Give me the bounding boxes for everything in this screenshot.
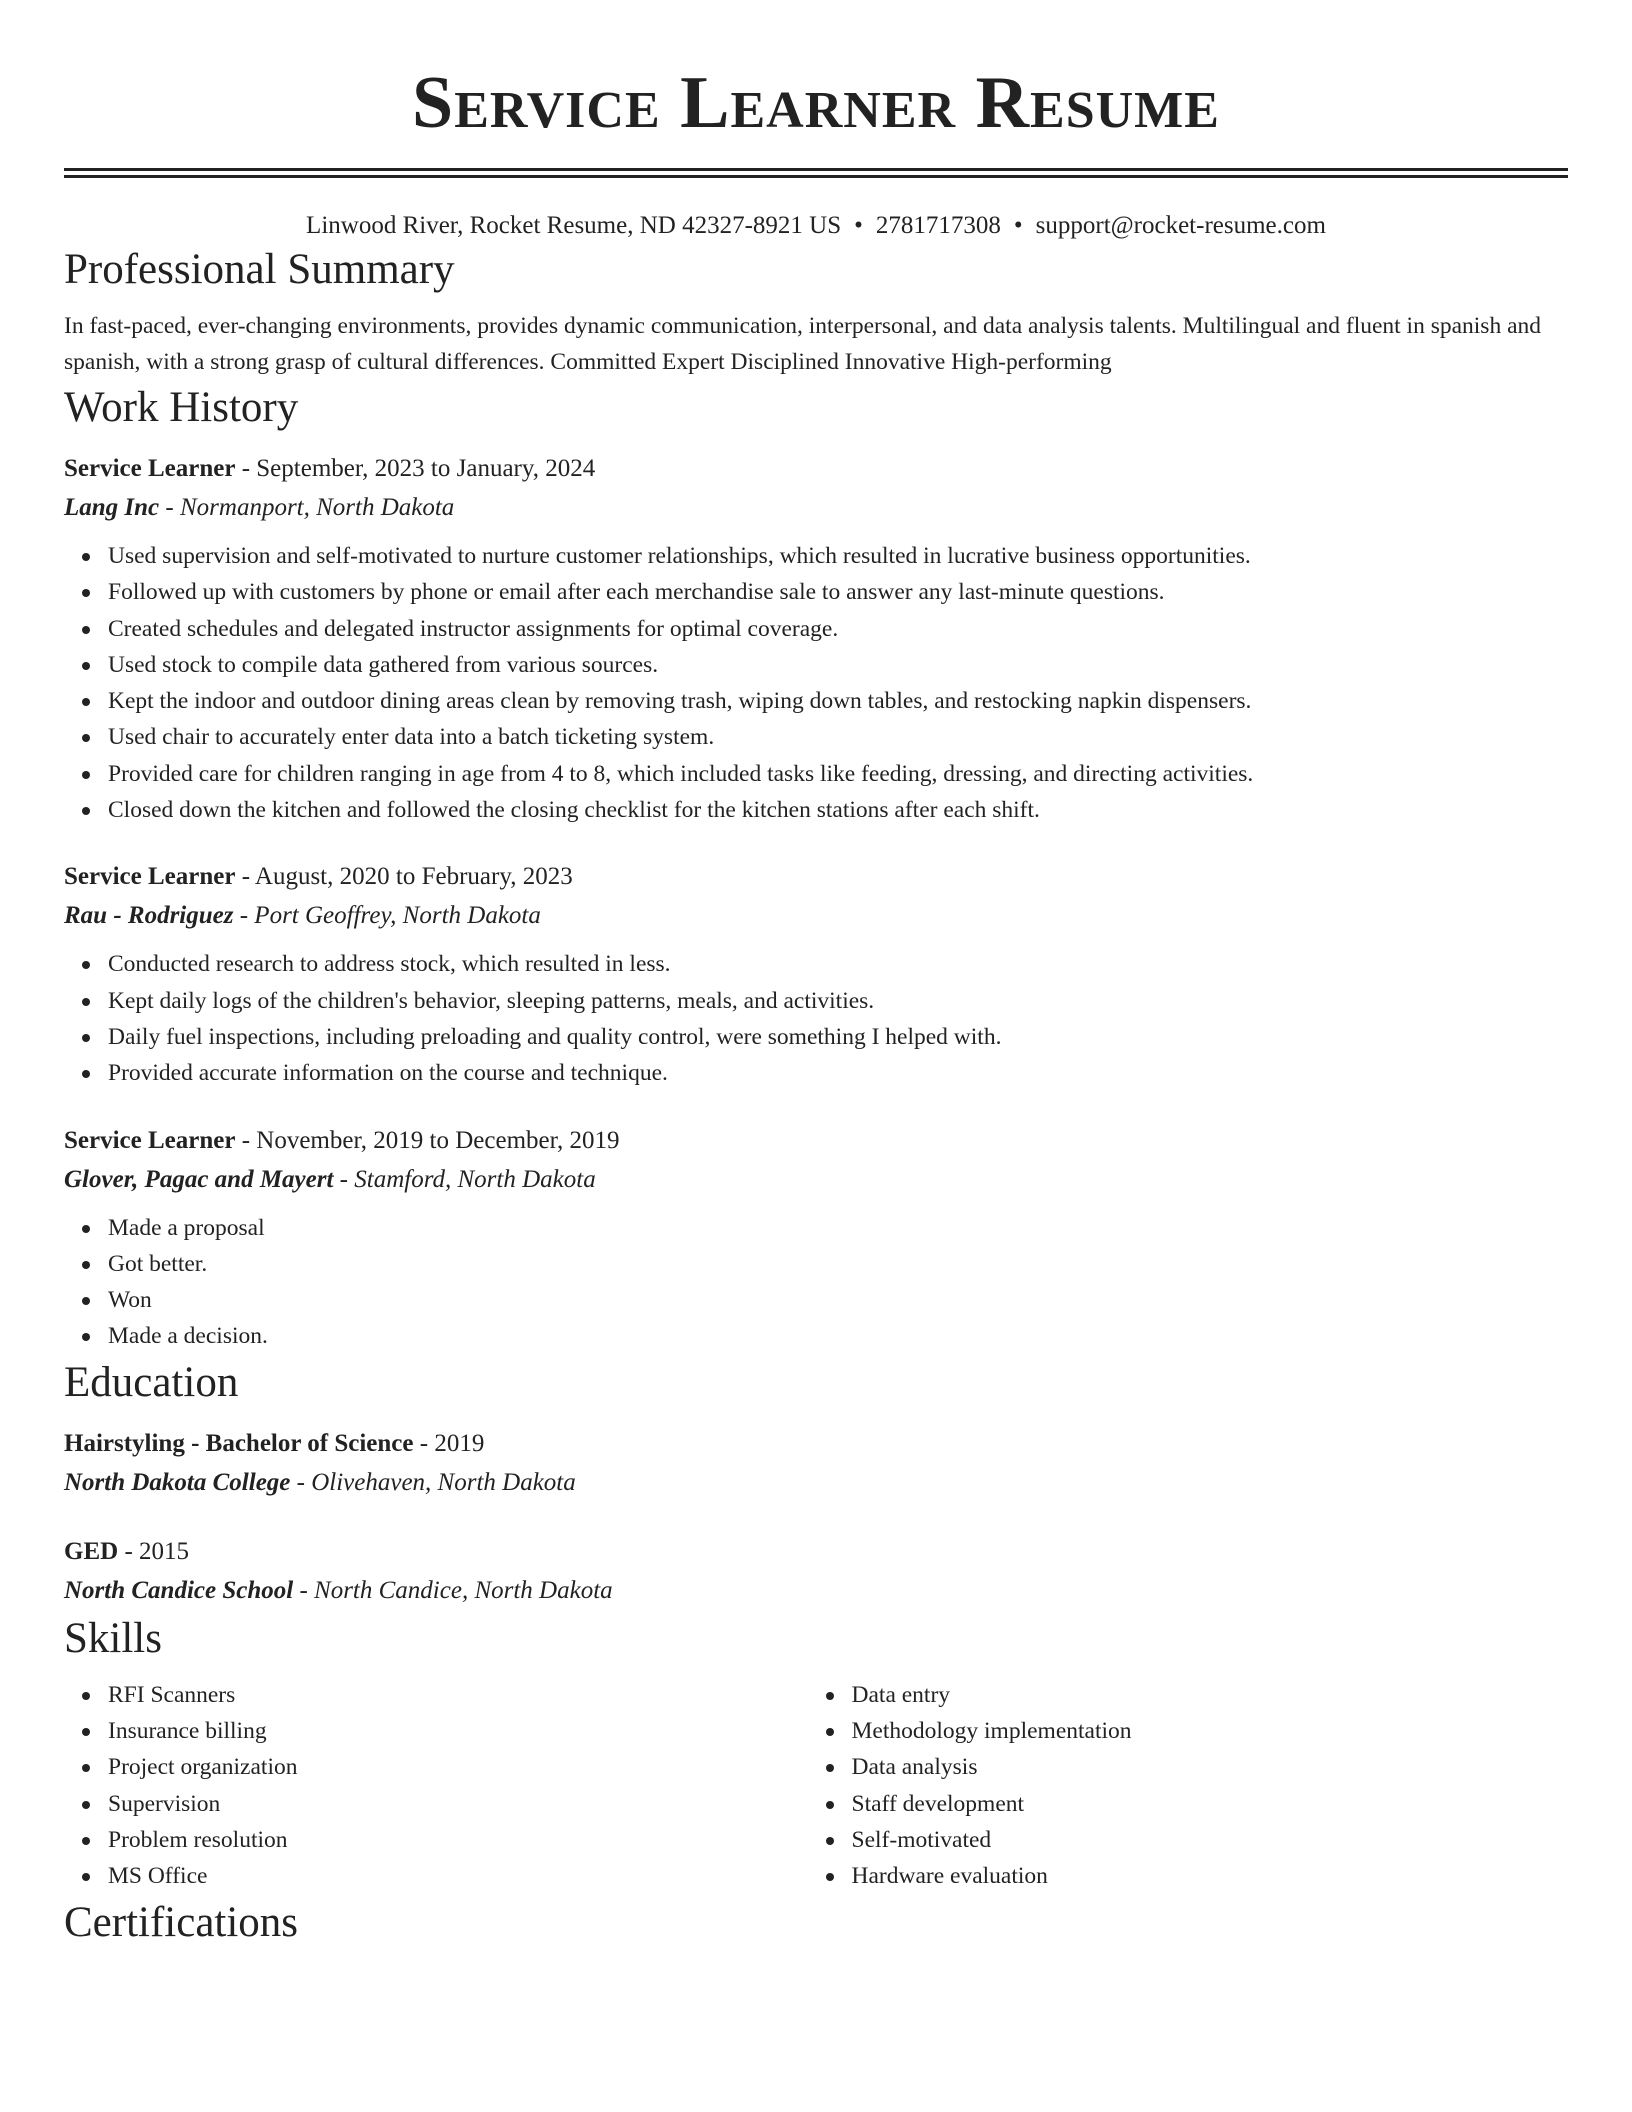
list-item: Made a proposal xyxy=(108,1210,1568,1246)
job-entry xyxy=(64,858,1568,1091)
skills-heading: Skills xyxy=(64,1614,162,1662)
list-item: Made a decision. xyxy=(108,1318,1568,1354)
skill-item: Insurance billing xyxy=(108,1713,808,1749)
list-item: Used supervision and self-motivated to nurture customer relationships, which resulted in lucrative business opportunities. xyxy=(108,538,1568,574)
degree-name: GED xyxy=(64,1537,119,1565)
title-double-rule xyxy=(64,168,1568,178)
job-title-line xyxy=(64,450,1568,488)
skill-item: Staff development xyxy=(852,1786,1568,1822)
job-company-line xyxy=(64,896,1568,936)
education-heading: Education xyxy=(64,1358,239,1406)
job-dates: - November, 2019 to December, 2019 xyxy=(241,1126,620,1154)
list-item: Daily fuel inspections, including preloading and quality control, were something I helped with. xyxy=(108,1019,1568,1055)
summary-heading: Professional Summary xyxy=(64,246,455,293)
school-name: North Candice School xyxy=(64,1576,294,1604)
job-entry xyxy=(64,450,1568,828)
list-item: Closed down the kitchen and followed the closing checklist for the kitchen stations after each shift. xyxy=(108,792,1568,828)
work-history-heading: Work History xyxy=(64,384,299,431)
job-company: Lang Inc xyxy=(64,494,160,521)
degree-line xyxy=(64,1533,1568,1571)
skill-item: RFI Scanners xyxy=(108,1677,808,1713)
degree-year: - 2015 xyxy=(124,1537,190,1565)
list-item: Created schedules and delegated instructor assignments for optimal coverage. xyxy=(108,611,1568,647)
degree-line xyxy=(64,1425,1568,1463)
list-item: Got better. xyxy=(108,1246,1568,1282)
resume-page xyxy=(64,0,1568,1951)
skill-item: Hardware evaluation xyxy=(852,1858,1568,1894)
contact-separator: • xyxy=(1013,212,1023,239)
skill-item: Methodology implementation xyxy=(852,1713,1568,1749)
job-duties-list xyxy=(64,538,1568,828)
contact-phone: 2781717308 xyxy=(875,212,1001,239)
job-entry xyxy=(64,1122,1568,1355)
job-location: - Normanport, North Dakota xyxy=(165,494,455,521)
list-item: Conducted research to address stock, which resulted in less. xyxy=(108,946,1568,982)
school-line xyxy=(64,1571,1568,1611)
list-item: Won xyxy=(108,1282,1568,1318)
contact-separator: • xyxy=(854,212,863,239)
skill-item: Data entry xyxy=(852,1677,1568,1713)
education-entry xyxy=(64,1425,1568,1503)
list-item: Kept the indoor and outdoor dining areas clean by removing trash, wiping down tables, and restocking napkin dispensers. xyxy=(108,683,1568,719)
education-entry xyxy=(64,1533,1568,1611)
skills-list-left xyxy=(64,1677,808,1895)
skill-item: Supervision xyxy=(108,1786,808,1822)
job-dates: - September, 2023 to January, 2024 xyxy=(241,455,596,482)
school-name: North Dakota College xyxy=(64,1468,291,1496)
skill-item: Problem resolution xyxy=(108,1822,808,1858)
school-location: - North Candice, North Dakota xyxy=(299,1576,613,1604)
school-location: - Olivehaven, North Dakota xyxy=(296,1468,576,1496)
contact-email: support@rocket-resume.com xyxy=(1035,212,1326,239)
contact-address: Linwood River, Rocket Resume, ND 42327-8921 US xyxy=(306,212,842,239)
skills-list-right xyxy=(808,1677,1568,1895)
job-company-line xyxy=(64,1160,1568,1200)
list-item: Kept daily logs of the children's behavior, sleeping patterns, meals, and activities. xyxy=(108,983,1568,1019)
list-item: Used chair to accurately enter data into a batch ticketing system. xyxy=(108,719,1568,755)
skill-item: Self-motivated xyxy=(852,1822,1568,1858)
job-duties-list xyxy=(64,946,1568,1091)
contact-line xyxy=(64,210,1568,242)
list-item: Followed up with customers by phone or email after each merchandise sale to answer any last-minute questions. xyxy=(108,574,1568,610)
certifications-heading: Certifications xyxy=(64,1898,299,1946)
job-title-line xyxy=(64,1122,1568,1160)
job-company-line xyxy=(64,488,1568,528)
resume-title: Service Learner Resume xyxy=(412,62,1220,144)
job-location: - Stamford, North Dakota xyxy=(339,1165,596,1193)
list-item: Provided care for children ranging in age from 4 to 8, which included tasks like feeding, dressing, and directing activities. xyxy=(108,756,1568,792)
job-duties-list xyxy=(64,1210,1568,1355)
job-company: Rau - Rodriguez xyxy=(64,902,234,930)
job-title-line xyxy=(64,858,1568,896)
job-location: - Port Geoffrey, North Dakota xyxy=(239,902,541,930)
degree-name: Hairstyling - Bachelor of Science xyxy=(64,1429,414,1457)
skill-item: MS Office xyxy=(108,1858,808,1894)
job-title: Service Learner xyxy=(64,1126,236,1154)
job-title: Service Learner xyxy=(64,455,236,482)
skill-item: Project organization xyxy=(108,1749,808,1785)
job-dates: - August, 2020 to February, 2023 xyxy=(241,863,573,891)
summary-text: In fast-paced, ever-changing environments, provides dynamic communication, interpersonal, and data analysis talents. Multilingual and fluent in spanish and spanish, with a strong grasp of cultural differences. Committed Expert Disciplined Innovative High-performing xyxy=(64,313,1542,375)
list-item: Provided accurate information on the course and technique. xyxy=(108,1055,1568,1091)
job-company: Glover, Pagac and Mayert xyxy=(64,1165,334,1193)
degree-year: - 2019 xyxy=(419,1429,485,1457)
job-title: Service Learner xyxy=(64,863,236,891)
school-line xyxy=(64,1463,1568,1503)
list-item: Used stock to compile data gathered from various sources. xyxy=(108,647,1568,683)
skills-columns xyxy=(64,1677,1568,1895)
skill-item: Data analysis xyxy=(852,1749,1568,1785)
